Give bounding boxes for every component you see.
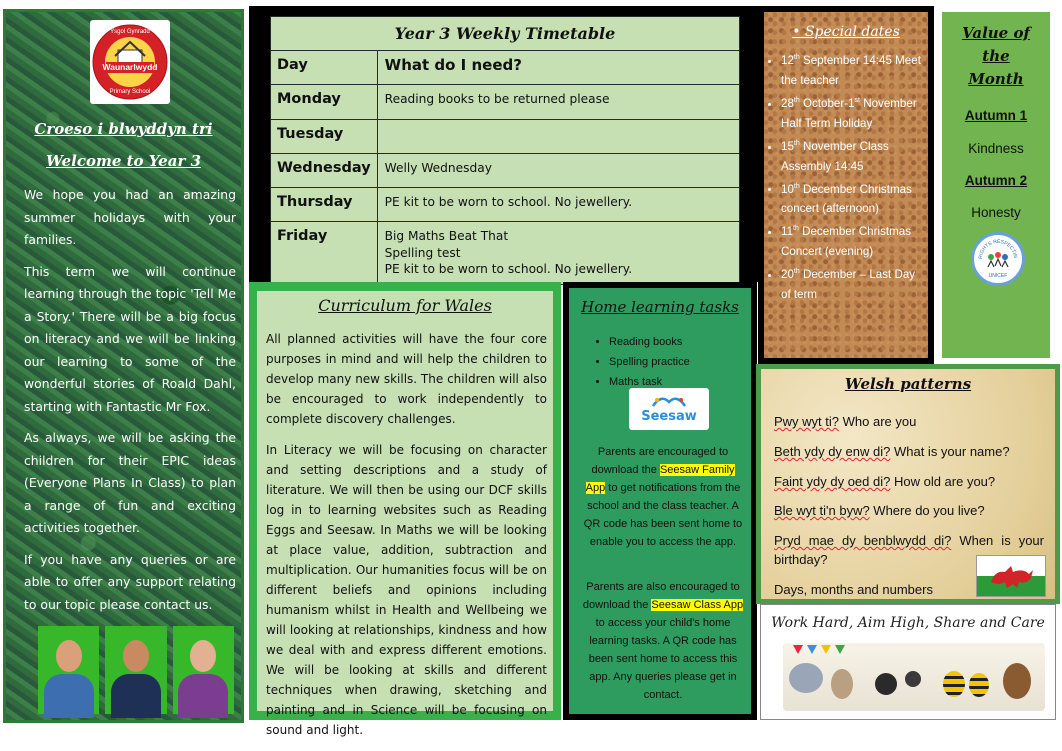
need-line: PE kit to be worn to school. No jewellery. — [384, 262, 633, 276]
list-item: • 20th December – Last Day of term — [781, 262, 927, 305]
curriculum-title: Curriculum for Wales — [318, 296, 492, 315]
list-item: • 12th September 14:45 Meet the teacher — [781, 48, 927, 91]
welcome-panel — [3, 9, 244, 723]
logo-arc-top: Ysgol Gynradd — [110, 29, 150, 35]
welsh-phrase: Faint ydy dy oed di? How old are you? — [774, 474, 996, 489]
list-item: • Maths task — [609, 372, 690, 392]
elephant-icon — [789, 663, 823, 693]
logo-arc-bottom: Primary School — [109, 89, 151, 95]
school-crest-icon — [90, 20, 170, 104]
teacher-photo — [173, 626, 234, 714]
need-cell: PE kit to be worn to school. No jewellery. — [377, 188, 739, 222]
timetable — [270, 16, 740, 285]
day-cell: Monday — [271, 85, 378, 120]
day-cell: Wednesday — [271, 154, 378, 188]
heading-english: Welcome to Year 3 — [45, 152, 202, 170]
value-word: Honesty — [971, 205, 1021, 220]
welsh-patterns-panel — [756, 364, 1060, 604]
table-row — [271, 222, 740, 285]
need-cell — [377, 222, 739, 285]
value-title: Value of the Month — [962, 24, 1030, 88]
table-row — [271, 85, 740, 120]
seesaw-wordmark: Seesaw — [641, 409, 697, 424]
table-row — [271, 120, 740, 154]
welcome-paragraph: As always, we will be asking the children for their EPIC ideas (Everyone Plans In Class) to plan a range of fun and exciting activities together. — [24, 430, 236, 535]
heading-welsh: Croeso i blwyddyn tri — [34, 120, 213, 138]
list-item: • 15th November Class Assembly 14:45 — [781, 134, 927, 177]
list-item: • Spelling practice — [609, 352, 690, 372]
curriculum-paragraph: In Literacy we will be focusing on character and setting descriptions and a study of literature. We will then be using our DCF skills log in to learning websites such as Reading Eggs and Seesaw. In Maths we will be looking at place value, addition, subtraction and multiplication. Our humanities focus will be on different beliefs and opinions including humanism whilst in Health and Wellbeing we will looking at relationships, kindness and how we deal with and express different emotions. We will be looking at skills and different techniques when drawing, sketching and painting and in Science will be focusing on sound and light. — [266, 443, 547, 737]
welsh-phrase: Days, months and numbers — [774, 582, 933, 597]
welcome-text — [24, 184, 236, 625]
rights-respecting-school-badge — [971, 232, 1025, 286]
table-row — [271, 154, 740, 188]
home-learning-title: Home learning tasks — [581, 298, 739, 316]
welsh-phrase: Ble wyt ti'n byw? Where do you live? — [774, 503, 985, 518]
spider-icon — [875, 673, 897, 695]
bee-icon — [969, 673, 989, 697]
teacher-photo — [38, 626, 99, 714]
dragon-icon — [977, 556, 1045, 596]
note-text: to access your child's home learning tasks. A QR code has been sent home to access this app. Any queries please get in contact. — [588, 617, 738, 701]
list-item: • 11th December Christmas Concert (evening) — [781, 219, 927, 262]
curriculum-text — [266, 329, 547, 751]
column-header-need: What do I need? — [377, 51, 739, 85]
term-label: Autumn 2 — [964, 173, 1028, 188]
timetable-title: Year 3 Weekly Timetable — [271, 17, 740, 51]
welsh-phrase: Pwy wyt ti? Who are you — [774, 414, 917, 429]
class-app-highlight: Seesaw Class App — [651, 599, 744, 611]
svg-text:UNICEF: UNICEF — [988, 273, 1008, 279]
list-item: • Reading books — [609, 332, 690, 352]
special-dates-title-text: Special dates — [804, 24, 900, 40]
need-cell: Reading books to be returned please — [377, 85, 739, 120]
bee-icon — [943, 671, 965, 697]
note-text: Parents are encouraged to download the — [591, 446, 729, 476]
svg-text:RIGHTS RESPECTING SCHOOL: RIGHTS RESPECTIN — [977, 238, 1019, 260]
motto-illustration — [783, 643, 1045, 711]
owl-icon — [1003, 663, 1031, 699]
value-word: Kindness — [968, 141, 1024, 156]
timetable-panel — [249, 6, 758, 282]
welsh-phrase: Beth ydy dy enw di? What is your name? — [774, 444, 1010, 459]
list-item: • 10th December Christmas concert (afternoon) — [781, 177, 927, 220]
ant-icon — [905, 671, 921, 687]
school-logo — [90, 20, 170, 104]
family-app-highlight: Seesaw Family App — [585, 464, 735, 494]
home-learning-panel — [563, 282, 757, 720]
class-app-note — [581, 578, 745, 704]
home-task-list — [609, 332, 690, 392]
need-line: Big Maths Beat That — [384, 229, 509, 243]
welcome-paragraph: This term we will continue learning through the topic 'Tell Me a Story.' There will be a big focus on literacy and we will be linking our learning to some of the wonderful stories of Roald Dahl, starting with Fantastic Mr Fox. — [24, 263, 236, 414]
school-motto: Work Hard, Aim High, Share and Care — [771, 615, 1045, 631]
welcome-paragraph: If you have any queries or are able to offer any support relating to our topic please contact us. — [24, 551, 236, 612]
need-cell — [377, 120, 739, 154]
need-line: Spelling test — [384, 245, 461, 260]
rrs-badge-icon — [974, 235, 1022, 283]
teacher-photos — [38, 626, 234, 714]
note-text: Parents are also encouraged to download the — [582, 581, 740, 611]
seesaw-logo — [629, 388, 709, 430]
welcome-paragraph: We hope you had an amazing summer holidays with your families. — [24, 187, 236, 247]
term-label: Autumn 1 — [964, 108, 1028, 123]
seesaw-bow-icon — [651, 394, 687, 408]
motto-panel — [760, 604, 1056, 720]
logo-name: Waunarlwydd — [102, 62, 158, 72]
list-item: • 28th October-1st November Half Term Holiday — [781, 91, 927, 134]
value-of-month-panel — [934, 6, 1060, 364]
curriculum-panel — [249, 282, 561, 737]
column-header-day: Day — [271, 51, 378, 85]
special-dates-panel — [758, 6, 934, 364]
day-cell: Friday — [271, 222, 378, 285]
welsh-phrase: Pryd mae dy benblwydd di? When is your birthday? — [774, 533, 1044, 567]
teacher-photo — [105, 626, 166, 714]
curriculum-paragraph: All planned activities will have the four core purposes in mind and will help the children to develop many new skills. The children will also be encouraged to work independently to complete discovery challenges. — [266, 332, 547, 426]
day-cell: Thursday — [271, 188, 378, 222]
table-row — [271, 188, 740, 222]
family-app-note — [581, 443, 745, 551]
welsh-patterns-title: Welsh patterns — [844, 375, 972, 393]
special-dates-title: • Special dates — [792, 24, 900, 40]
day-cell: Tuesday — [271, 120, 378, 154]
special-dates-list — [781, 48, 927, 305]
rabbit-icon — [831, 669, 853, 699]
welsh-flag-icon — [976, 555, 1046, 597]
need-cell: Welly Wednesday — [377, 154, 739, 188]
note-text: to get notifications from the school and the class teacher. A QR code has been sent home to enable you to access the app. — [583, 482, 743, 548]
